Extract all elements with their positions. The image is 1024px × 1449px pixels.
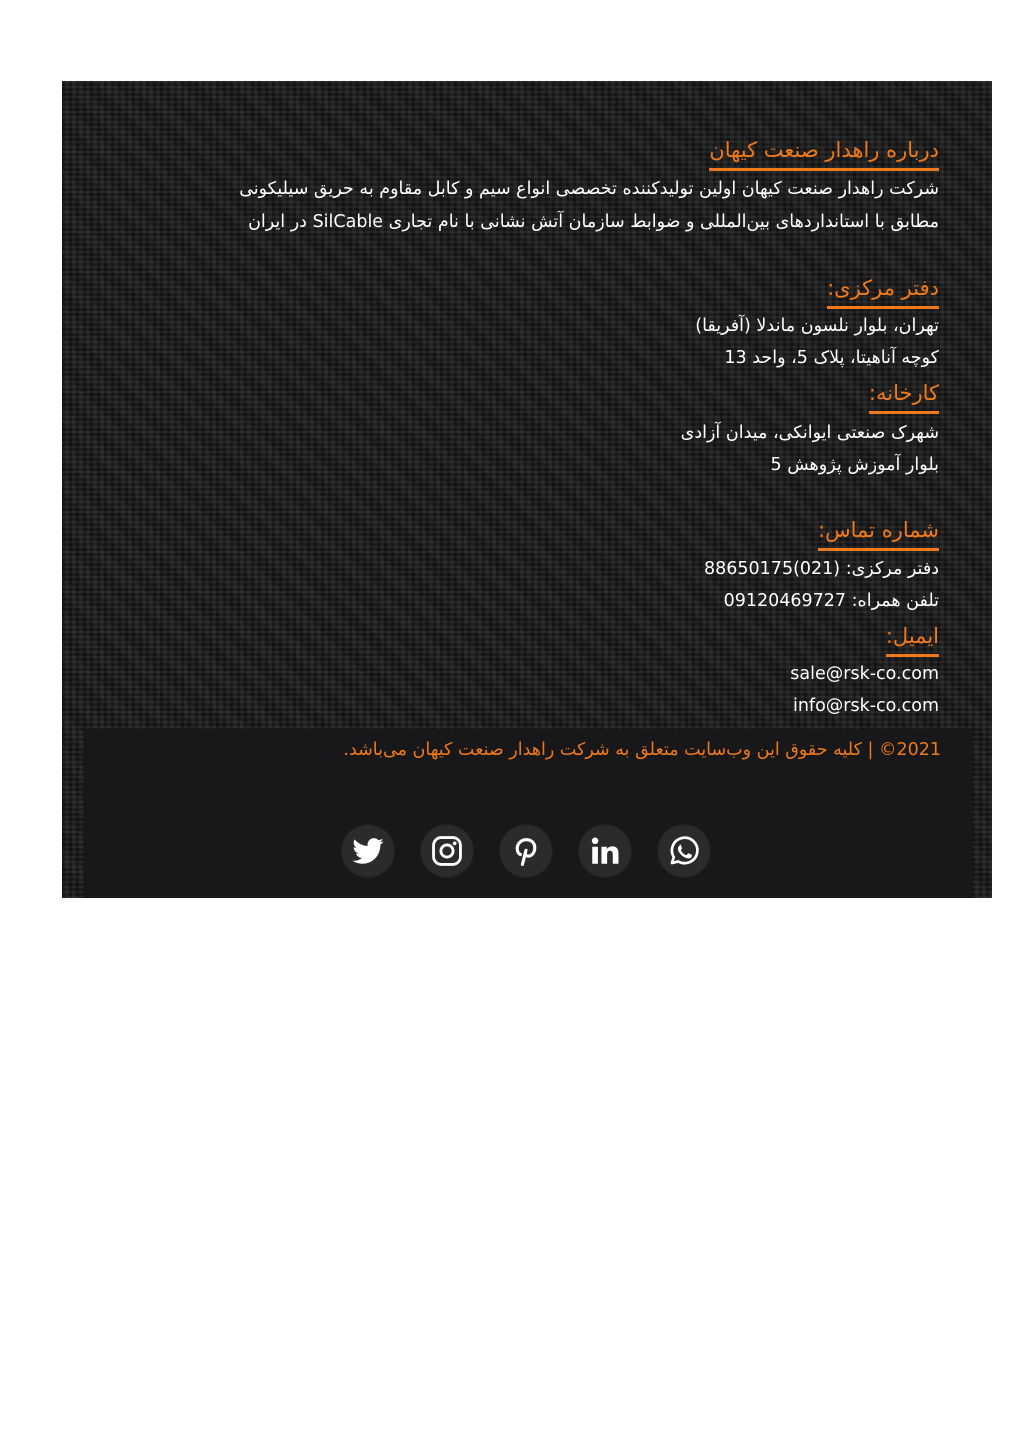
pinterest-icon <box>509 834 543 868</box>
linkedin-icon <box>588 834 622 868</box>
info-email-link[interactable]: info@rsk-co.com <box>792 696 939 716</box>
office-phone <box>704 556 939 582</box>
social-links <box>342 825 710 877</box>
head-office-address-1: تهران، بلوار نلسون ماندلا (آفریقا) <box>695 316 939 336</box>
whatsapp-link[interactable] <box>658 825 710 877</box>
factory-address-2: بلوار آموزش پژوهش 5 <box>770 455 939 475</box>
instagram-icon <box>430 834 464 868</box>
mobile-phone-label: تلفن همراه: <box>851 591 939 611</box>
about-title: درباره راهدار صنعت کیهان <box>709 135 939 171</box>
footer-bottom-bar <box>84 729 972 898</box>
copyright-text: 2021© | کلیه حقوق این وب‌سایت متعلق به شرکت راهدار صنعت کیهان می‌باشد. <box>343 740 941 760</box>
about-text-prefix: مطابق با استانداردهای بین‌المللی و ضوابط سازمان آتش نشانی با نام تجاری <box>388 212 939 232</box>
mobile-phone-number[interactable]: 09120469727 <box>723 591 847 611</box>
contact-title: شماره تماس: <box>818 515 939 551</box>
twitter-icon <box>351 834 385 868</box>
pinterest-link[interactable] <box>500 825 552 877</box>
mobile-phone <box>724 588 939 614</box>
whatsapp-icon <box>667 834 701 868</box>
office-phone-number[interactable]: 88650175(021) <box>704 559 841 579</box>
head-office-title: دفتر مرکزی: <box>827 273 939 309</box>
factory-address-1: شهرک صنعتی ایوانکی، میدان آزادی <box>680 423 939 443</box>
about-text-line-1: شرکت راهدار صنعت کیهان اولین تولیدکننده تخصصی انواع سیم و کابل مقاوم به حریق سیلیکونی <box>239 179 939 199</box>
email-title: ایمیل: <box>886 621 939 657</box>
about-text-line-2 <box>248 209 939 235</box>
instagram-link[interactable] <box>421 825 473 877</box>
factory-title: کارخانه: <box>869 378 939 414</box>
brand-name: SilCable <box>312 212 384 232</box>
office-phone-label: دفتر مرکزی: <box>845 559 939 579</box>
twitter-link[interactable] <box>342 825 394 877</box>
sales-email-link[interactable]: sale@rsk-co.com <box>790 664 939 684</box>
head-office-address-2: کوچه آناهیتا، پلاک 5، واحد 13 <box>724 348 939 368</box>
site-footer <box>62 81 992 898</box>
linkedin-link[interactable] <box>579 825 631 877</box>
about-text-suffix: در ایران <box>248 212 307 232</box>
